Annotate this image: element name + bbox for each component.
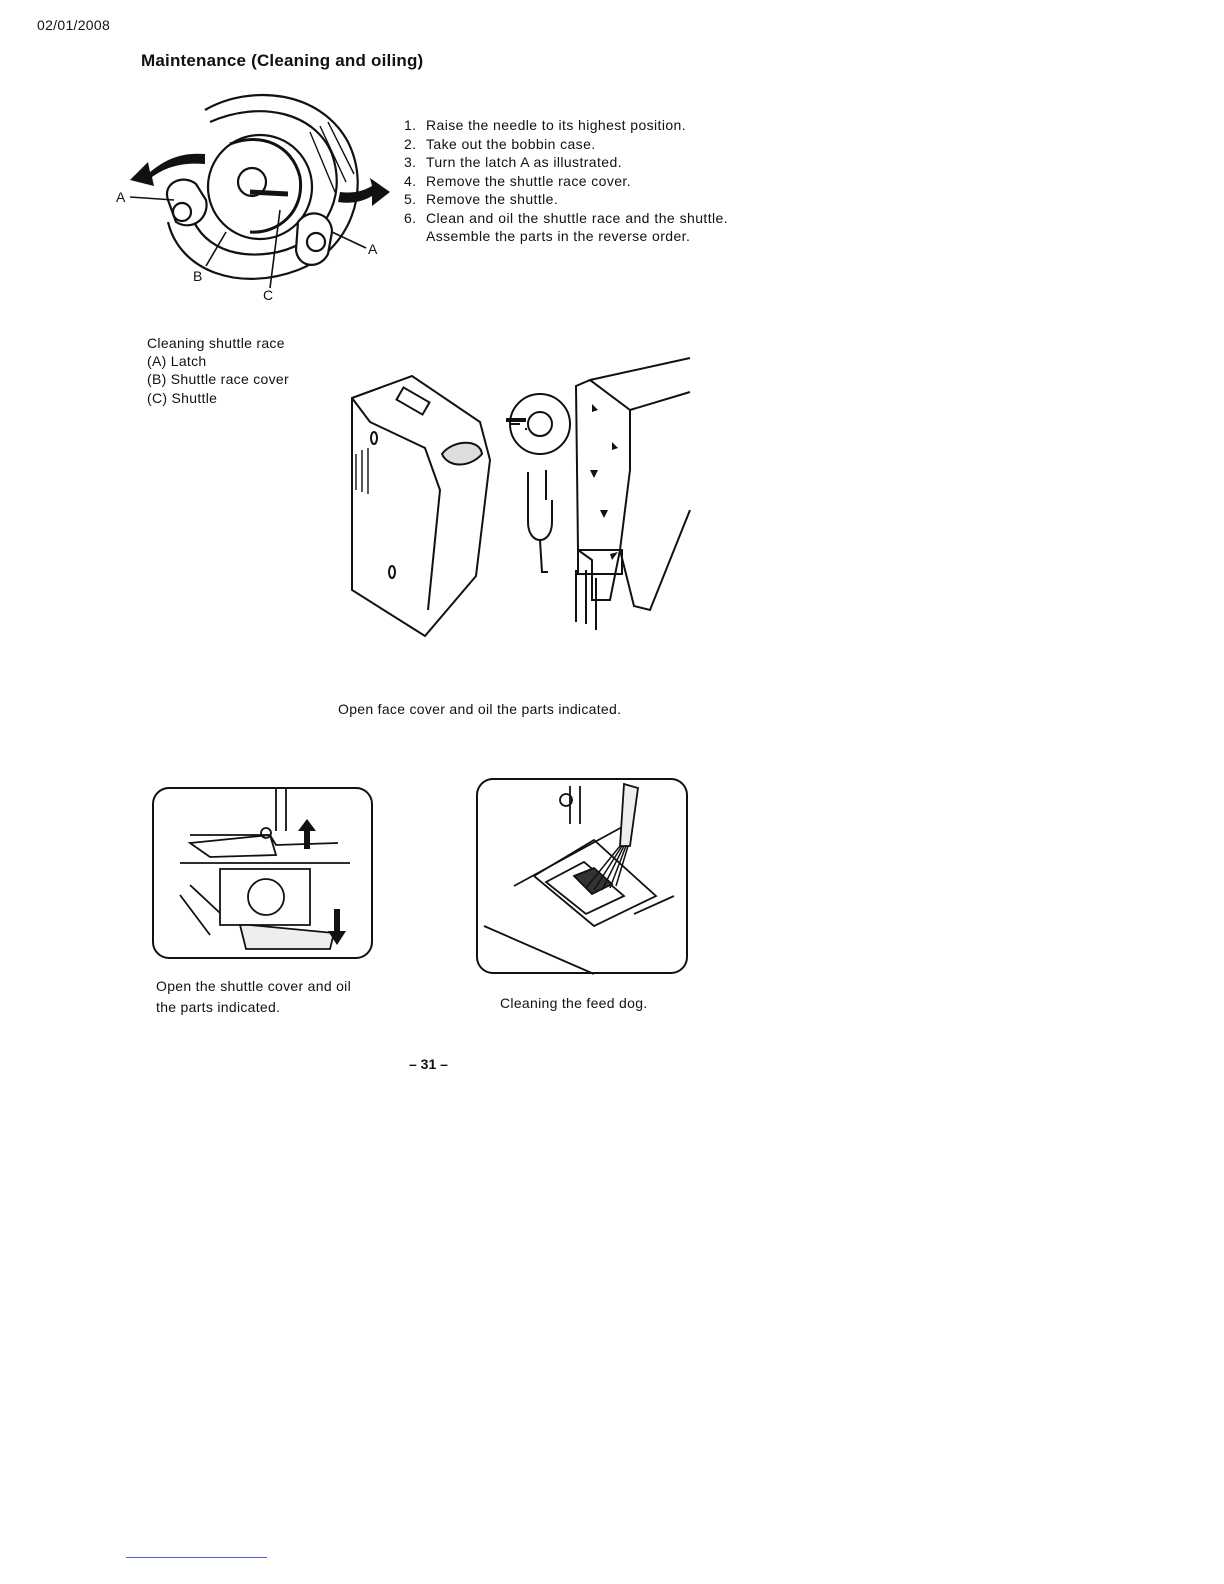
feed-dog-illustration bbox=[474, 776, 690, 976]
step-item: 6. Clean and oil the shuttle race and the shuttle. Assemble the parts in the reverse order. bbox=[404, 209, 728, 244]
caption-shuttle-cover-line2: the parts indicated. bbox=[156, 999, 281, 1015]
page-heading: Maintenance (Cleaning and oiling) bbox=[141, 51, 424, 70]
caption-feed-dog: Cleaning the feed dog. bbox=[500, 995, 648, 1011]
step-item: 1. Raise the needle to its highest position. bbox=[404, 117, 686, 133]
caption-face-cover: Open face cover and oil the parts indicated. bbox=[338, 701, 622, 717]
label-a-right: A bbox=[368, 241, 378, 257]
caption-shuttle-cover-line1: Open the shuttle cover and oil bbox=[156, 978, 352, 994]
print-date: 02/01/2008 bbox=[37, 17, 111, 33]
legend-item: (C) Shuttle bbox=[147, 389, 218, 406]
instruction-steps bbox=[404, 116, 728, 246]
step-item: 4. Remove the shuttle race cover. bbox=[404, 172, 631, 189]
legend-item: (B) Shuttle race cover bbox=[147, 371, 289, 388]
label-c: C bbox=[263, 287, 274, 303]
label-b: B bbox=[193, 268, 203, 284]
face-cover-illustration bbox=[330, 350, 690, 650]
label-a-left: A bbox=[116, 189, 126, 205]
footer-divider bbox=[126, 1557, 267, 1558]
step-item: 5. Remove the shuttle. bbox=[404, 191, 559, 207]
page-number: – 31 – bbox=[409, 1056, 448, 1072]
figure-legend bbox=[147, 334, 289, 407]
shuttle-race-illustration bbox=[110, 82, 390, 312]
shuttle-cover-illustration bbox=[150, 785, 376, 961]
step-item: 3. Turn the latch A as illustrated. bbox=[404, 154, 622, 170]
legend-item: (A) Latch bbox=[147, 353, 207, 370]
caption-shuttle-cover bbox=[156, 976, 351, 1018]
arrow-right-icon bbox=[338, 178, 390, 206]
step-item: 2. Take out the bobbin case. bbox=[404, 135, 596, 152]
legend-title: Cleaning shuttle race bbox=[147, 335, 285, 351]
